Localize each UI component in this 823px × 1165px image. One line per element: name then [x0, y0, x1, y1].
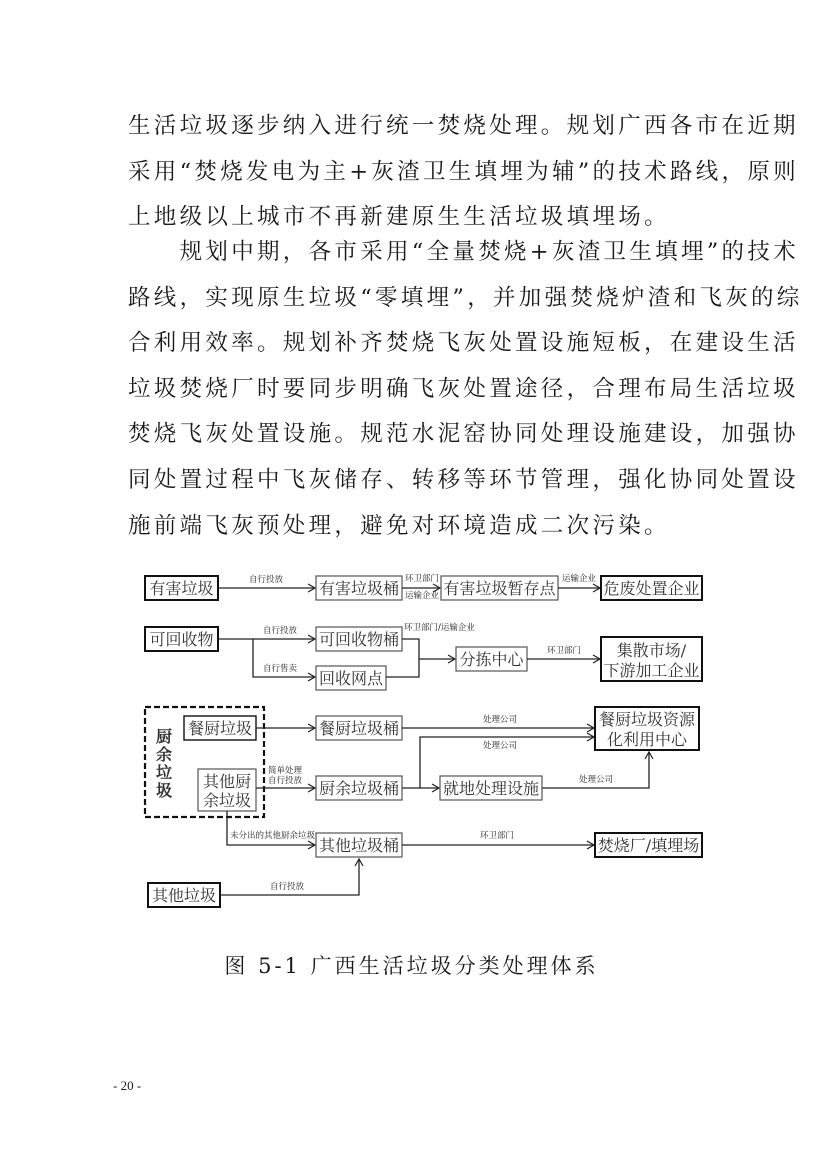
paragraph-line: 合利用效率。规划补齐焚烧飞灰处置设施短板，在建设生活 [128, 330, 799, 357]
svg-text:圾: 圾 [155, 781, 173, 800]
node-hazardous-bin [316, 576, 402, 600]
node-resource-center [595, 707, 699, 750]
svg-text:有害垃圾: 有害垃圾 [149, 579, 214, 598]
edge-label: 处理公司 [482, 741, 518, 751]
svg-text:有害垃圾暂存点: 有害垃圾暂存点 [443, 579, 556, 598]
edge-label: 自行投放 [268, 776, 303, 786]
node-recycling-point [316, 666, 386, 690]
svg-text:化利用中心: 化利用中心 [606, 730, 688, 749]
node-hazardous-waste [145, 576, 218, 600]
svg-text:餐厨垃圾资源: 餐厨垃圾资源 [598, 710, 696, 729]
paragraph-line: 上地级以上城市不再新建原生生活垃圾填埋场。 [128, 204, 670, 231]
edge-label: 自行投放 [262, 626, 298, 636]
edge-label: 环卫部门/运输企业 [404, 623, 475, 633]
waste-classification-diagram [0, 560, 823, 920]
paragraph-line: 生活垃圾逐步纳入进行统一焚烧处理。规划广西各市在近期 [128, 113, 799, 139]
svg-text:餐厨垃圾桶: 餐厨垃圾桶 [318, 719, 400, 738]
node-hazardous-disposal [601, 576, 702, 600]
edge-label: 环卫部门 [546, 646, 582, 656]
svg-text:就地处理设施: 就地处理设施 [442, 779, 540, 798]
svg-text:余: 余 [155, 745, 173, 764]
svg-text:集散市场/: 集散市场/ [616, 641, 687, 660]
edge-label: 自行投放 [269, 882, 305, 892]
svg-text:下游加工企业: 下游加工企业 [603, 661, 700, 680]
svg-text:其他垃圾: 其他垃圾 [151, 886, 217, 905]
figure-caption: 图 5-1 广西生活垃圾分类处理体系 [224, 954, 599, 978]
node-incineration [595, 833, 702, 857]
node-other-bin [316, 833, 402, 857]
node-restaurant-bin [316, 716, 402, 740]
paragraph-line: 焚烧飞灰处置设施。规范水泥窑协同处理设施建设，加强协 [128, 421, 799, 448]
svg-text:厨余垃圾桶: 厨余垃圾桶 [318, 779, 400, 798]
node-hazardous-storage [441, 576, 558, 600]
paragraph-line: 同处置过程中飞灰储存、转移等环节管理，强化协同处置设 [128, 466, 799, 493]
svg-text:危废处置企业: 危废处置企业 [603, 579, 700, 598]
edge-label: 自行投放 [248, 575, 284, 585]
svg-text:焚烧厂/填埋场: 焚烧厂/填埋场 [597, 836, 700, 855]
paragraph-line: 采用“焚烧发电为主+灰渣卫生填埋为辅”的技术路线，原则 [128, 158, 799, 185]
node-onsite-facility [440, 776, 542, 800]
svg-text:可回收物桶: 可回收物桶 [318, 630, 400, 649]
paragraph-1 [128, 104, 799, 241]
svg-text:有害垃圾桶: 有害垃圾桶 [318, 579, 400, 598]
paragraph-line: 路线，实现原生垃圾“零填埋”，并加强焚烧炉渣和飞灰的综 [128, 284, 803, 311]
edge-label: 处理公司 [482, 715, 518, 725]
node-kitchen-bin [316, 776, 402, 800]
svg-text:其他厨: 其他厨 [202, 772, 252, 791]
svg-text:余垃圾: 余垃圾 [202, 791, 252, 810]
edge-label: 自行售卖 [262, 664, 298, 674]
node-restaurant-waste [184, 716, 256, 740]
page-number: - 20 - [113, 1078, 142, 1093]
paragraph-line: 规划中期，各市采用“全量焚烧+灰渣卫生填埋”的技术 [128, 239, 799, 265]
paragraph-line: 施前端飞灰预处理，避免对环境造成二次污染。 [128, 512, 670, 539]
svg-text:垃: 垃 [155, 763, 173, 782]
node-market [601, 637, 702, 681]
node-recyclable-bin [316, 627, 402, 651]
svg-text:餐厨垃圾: 餐厨垃圾 [187, 719, 253, 738]
edge-label: 环卫部门 [405, 574, 440, 584]
node-recyclables [145, 627, 218, 651]
edge-label: 环卫部门 [479, 831, 515, 841]
paragraph-2 [128, 230, 803, 549]
svg-text:可回收物: 可回收物 [149, 630, 214, 649]
svg-text:分拣中心: 分拣中心 [459, 650, 524, 669]
node-sorting-center [456, 647, 527, 671]
edge-label: 未分出的其他厨余垃圾 [230, 831, 316, 841]
edge-label: 处理公司 [578, 775, 614, 785]
edge-label: 运输企业 [561, 574, 597, 584]
edge-label: 简单处理 [268, 766, 303, 776]
svg-text:其他垃圾桶: 其他垃圾桶 [318, 836, 400, 855]
node-other-kitchen-waste [198, 769, 256, 811]
node-other-waste [148, 883, 220, 907]
svg-text:厨: 厨 [155, 727, 173, 746]
svg-text:回收网点: 回收网点 [318, 669, 384, 688]
paragraph-line: 垃圾焚烧厂时要同步明确飞灰处置途径，合理布局生活垃圾 [128, 375, 799, 402]
edge-label: 运输企业 [405, 591, 440, 601]
